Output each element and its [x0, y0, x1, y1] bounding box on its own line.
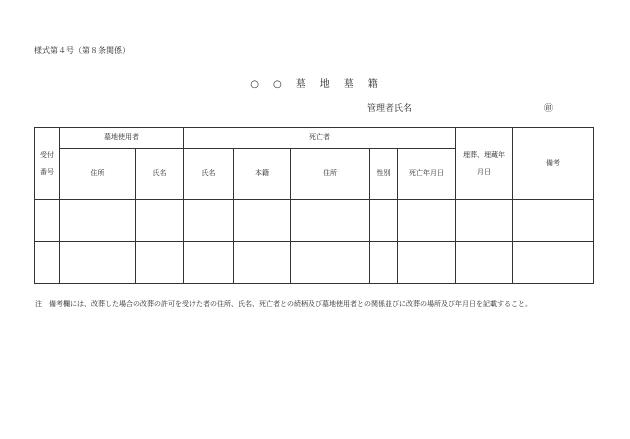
- remarks-header: 備考: [513, 128, 594, 200]
- manager-name-label: 管理者氏名: [367, 104, 413, 114]
- receipt-number-header: 受付番号: [35, 128, 60, 200]
- deceased-name-header: 氏名: [184, 149, 234, 200]
- death-date-cell[interactable]: [398, 242, 456, 284]
- user-name-cell[interactable]: [136, 242, 184, 284]
- deceased-honseki-cell[interactable]: [234, 242, 291, 284]
- burial-date-cell[interactable]: [456, 200, 513, 242]
- user-name-cell[interactable]: [136, 200, 184, 242]
- grave-register-table: [34, 127, 594, 284]
- deceased-honseki-header: 本籍: [234, 149, 291, 200]
- death-date-cell[interactable]: [398, 200, 456, 242]
- deceased-name-cell[interactable]: [184, 242, 234, 284]
- deceased-name-cell[interactable]: [184, 200, 234, 242]
- deceased-sex-header: 性別: [370, 149, 398, 200]
- receipt-cell[interactable]: [35, 200, 60, 242]
- grave-user-name-header: 氏名: [136, 149, 184, 200]
- deceased-death-date-header: 死亡年月日: [398, 149, 456, 200]
- user-address-cell[interactable]: [60, 242, 136, 284]
- form-number: 様式第４号（第８条関係）: [34, 46, 130, 55]
- table-row: [35, 200, 594, 242]
- deceased-group-header: 死亡者: [184, 128, 456, 149]
- deceased-address-cell[interactable]: [291, 200, 370, 242]
- receipt-cell[interactable]: [35, 242, 60, 284]
- burial-date-cell[interactable]: [456, 242, 513, 284]
- deceased-sex-cell[interactable]: [370, 200, 398, 242]
- burial-date-header: 埋葬、埋蔵年月日: [456, 128, 513, 200]
- seal-mark: ㊞: [544, 104, 554, 114]
- table-row: [35, 242, 594, 284]
- deceased-sex-cell[interactable]: [370, 242, 398, 284]
- remarks-cell[interactable]: [513, 242, 594, 284]
- deceased-address-cell[interactable]: [291, 242, 370, 284]
- grave-user-group-header: 墓地使用者: [60, 128, 184, 149]
- user-address-cell[interactable]: [60, 200, 136, 242]
- grave-user-address-header: 住所: [60, 149, 136, 200]
- footnote: 注 備考欄には、改葬した場合の改葬の許可を受けた者の住所、氏名、死亡者との続柄及び墓地使用者との関係並びに改葬の場所及び年月日を記載すること。: [35, 300, 532, 308]
- register-title: ○ ○ 墓 地 墓 籍: [250, 79, 380, 90]
- deceased-honseki-cell[interactable]: [234, 200, 291, 242]
- deceased-address-header: 住所: [291, 149, 370, 200]
- remarks-cell[interactable]: [513, 200, 594, 242]
